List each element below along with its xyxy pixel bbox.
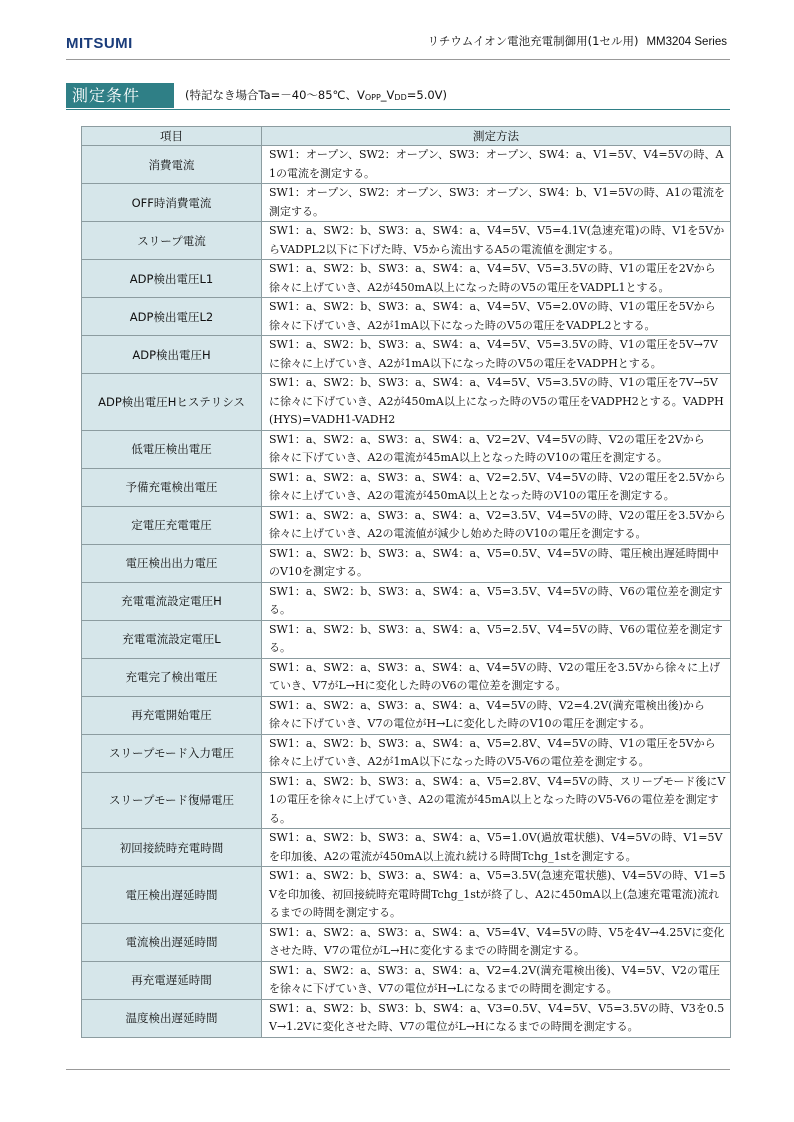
measurement-item: ADP検出電圧H xyxy=(82,336,262,374)
measurement-item: ADP検出電圧Hヒステリシス xyxy=(82,374,262,431)
section-divider xyxy=(66,109,730,110)
table-row xyxy=(82,336,731,374)
product-title: リチウムイオン電池充電制御用(1セル用) xyxy=(427,34,639,48)
note-subscript-dd: DD xyxy=(394,93,407,102)
measurement-item: 予備充電検出電圧 xyxy=(82,468,262,506)
measurement-method: SW1：a、SW2：b、SW3：a、SW4：a、V5=3.5V、V4=5Vの時、V6の電位差を測定する。 xyxy=(262,582,731,620)
table-row xyxy=(82,374,731,431)
measurement-method: SW1：a、SW2：a、SW3：a、SW4：a、V4=5Vの時、V2の電圧を3.5Vから徐々に上げていき、V7がL→Hに変化した時のV6の電位差を測定する。 xyxy=(262,658,731,696)
measurement-item: 充電完了検出電圧 xyxy=(82,658,262,696)
measurement-item: 電圧検出出力電圧 xyxy=(82,544,262,582)
table-row xyxy=(82,961,731,999)
column-header-item: 項目 xyxy=(82,127,262,146)
measurement-item: 電流検出遅延時間 xyxy=(82,923,262,961)
model-number: MM3204 Series xyxy=(646,36,727,48)
note-suffix: =5.0V) xyxy=(406,88,448,102)
note-mid: _V xyxy=(380,88,395,102)
measurement-method: SW1：a、SW2：b、SW3：a、SW4：a、V4=5V、V5=4.1V(急速充電)の時、V1を5VからVADPL2以下に下げた時、V5から流出するA5の電流値を測定する。 xyxy=(262,222,731,260)
footer-divider xyxy=(66,1069,730,1070)
measurement-item: 温度検出遅延時間 xyxy=(82,999,262,1037)
table-row xyxy=(82,772,731,829)
measurement-method: SW1：a、SW2：b、SW3：a、SW4：a、V5=0.5V、V4=5Vの時、電圧検出遅延時間中のV10を測定する。 xyxy=(262,544,731,582)
measurement-item: 定電圧充電電圧 xyxy=(82,506,262,544)
measurement-method: SW1：オープン、SW2：オープン、SW3：オープン、SW4：b、V1=5Vの時、A1の電流を測定する。 xyxy=(262,184,731,222)
table-row xyxy=(82,999,731,1037)
measurement-item: ADP検出電圧L1 xyxy=(82,260,262,298)
measurement-method: SW1：a、SW2：a、SW3：a、SW4：a、V4=5Vの時、V2=4.2V(満充電検出後)から徐々に下げていき、V7の電位がH→Lに変化した時のV10の電圧を測定する。 xyxy=(262,696,731,734)
measurement-item: スリープモード入力電圧 xyxy=(82,734,262,772)
table-row xyxy=(82,696,731,734)
measurement-item: OFF時消費電流 xyxy=(82,184,262,222)
measurement-item: 電圧検出遅延時間 xyxy=(82,867,262,924)
measurement-item: 再充電開始電圧 xyxy=(82,696,262,734)
table-row xyxy=(82,734,731,772)
column-header-method: 測定方法 xyxy=(262,127,731,146)
measurement-method: SW1：a、SW2：b、SW3：a、SW4：a、V5=3.5V(急速充電状態)、V4=5Vの時、V1=5Vを印加後、初回接続時充電時間Tchg_1stが終了し、A2に450mA以上(急速充電電流)流れるまでの時間を測定する。 xyxy=(262,867,731,924)
table-row xyxy=(82,544,731,582)
table-row xyxy=(82,298,731,336)
measurement-item: スリープ電流 xyxy=(82,222,262,260)
table-row xyxy=(82,829,731,867)
table-row xyxy=(82,923,731,961)
measurement-item: 再充電遅延時間 xyxy=(82,961,262,999)
measurement-method: SW1：a、SW2：a、SW3：a、SW4：a、V2=3.5V、V4=5Vの時、V2の電圧を3.5Vから徐々に上げていき、A2の電流値が減少し始めた時のV10の電圧を測定する。 xyxy=(262,506,731,544)
measurement-method: SW1：a、SW2：a、SW3：a、SW4：a、V2=4.2V(満充電検出後)、V4=5V、V2の電圧を徐々に下げていき、V7の電位がH→Lになるまでの時間を測定する。 xyxy=(262,961,731,999)
table-row xyxy=(82,506,731,544)
measurement-method: SW1：a、SW2：b、SW3：a、SW4：a、V5=2.5V、V4=5Vの時、V6の電位差を測定する。 xyxy=(262,620,731,658)
measurement-item: 初回接続時充電時間 xyxy=(82,829,262,867)
measurement-item: 充電電流設定電圧H xyxy=(82,582,262,620)
measurement-method: SW1：a、SW2：b、SW3：a、SW4：a、V4=5V、V5=2.0Vの時、V1の電圧を5Vから徐々に下げていき、A2が1mA以下になった時のV5の電圧をVADPL2とする。 xyxy=(262,298,731,336)
measurement-method: SW1：a、SW2：a、SW3：a、SW4：a、V2=2V、V4=5Vの時、V2の電圧を2Vから徐々に下げていき、A2の電流が45mA以上となった時のV10の電圧を測定する。 xyxy=(262,430,731,468)
document-title xyxy=(382,33,727,49)
brand-logo: MITSUMI xyxy=(66,35,133,52)
measurement-method: SW1：a、SW2：b、SW3：a、SW4：a、V4=5V、V5=3.5Vの時、V1の電圧を5V→7Vに徐々に上げていき、A2が1mA以下になった時のV5の電圧をVADPHとする。 xyxy=(262,336,731,374)
measurement-method: SW1：a、SW2：b、SW3：a、SW4：a、V4=5V、V5=3.5Vの時、V1の電圧を2Vから徐々に上げていき、A2が450mA以上になった時のV5の電圧をVADPL1とする。 xyxy=(262,260,731,298)
measurement-item: スリープモード復帰電圧 xyxy=(82,772,262,829)
table-body xyxy=(82,146,731,1038)
table-row xyxy=(82,582,731,620)
table-row xyxy=(82,260,731,298)
note-prefix: (特記なき場合Ta=－40～85℃、V xyxy=(185,88,365,102)
header-divider xyxy=(66,59,730,60)
table-row xyxy=(82,658,731,696)
measurement-item: ADP検出電圧L2 xyxy=(82,298,262,336)
table-row xyxy=(82,468,731,506)
measurement-method: SW1：a、SW2：b、SW3：a、SW4：a、V4=5V、V5=3.5Vの時、V1の電圧を7V→5Vに徐々に下げていき、A2が450mA以上になった時のV5の電圧をVADPH2とする。VADPH(HYS)=VADH1-VADH2 xyxy=(262,374,731,431)
table-header-row xyxy=(82,127,731,146)
table-row xyxy=(82,184,731,222)
table-row xyxy=(82,867,731,924)
measurement-item: 充電電流設定電圧L xyxy=(82,620,262,658)
table-row xyxy=(82,222,731,260)
measurement-method: SW1：a、SW2：b、SW3：a、SW4：a、V5=2.8V、V4=5Vの時、V1の電圧を5Vから徐々に上げていき、A2が1mA以下になった時のV5-V6の電位差を測定する。 xyxy=(262,734,731,772)
table-row xyxy=(82,620,731,658)
measurement-method: SW1：a、SW2：b、SW3：b、SW4：a、V3=0.5V、V4=5V、V5=3.5Vの時、V3を0.5V→1.2Vに変化させた時、V7の電位がL→Hになるまでの時間を測定する。 xyxy=(262,999,731,1037)
measurement-method: SW1：a、SW2：a、SW3：a、SW4：a、V5=4V、V4=5Vの時、V5を4V→4.25Vに変化させた時、V7の電位がL→Hに変化するまでの時間を測定する。 xyxy=(262,923,731,961)
section-conditions-note xyxy=(185,87,447,103)
table-row xyxy=(82,146,731,184)
section-title: 測定条件 xyxy=(66,83,174,108)
measurement-method: SW1：オープン、SW2：オープン、SW3：オープン、SW4：a、V1=5V、V4=5Vの時、A1の電流を測定する。 xyxy=(262,146,731,184)
measurement-method: SW1：a、SW2：a、SW3：a、SW4：a、V2=2.5V、V4=5Vの時、V2の電圧を2.5Vから徐々に上げていき、A2の電流が450mA以上となった時のV10の電圧を測定する。 xyxy=(262,468,731,506)
table-row xyxy=(82,430,731,468)
measurement-method: SW1：a、SW2：b、SW3：a、SW4：a、V5=2.8V、V4=5Vの時、スリープモード後にV1の電圧を徐々に上げていき、A2の電流が45mA以上となった時のV5-V6の電位差を測定する。 xyxy=(262,772,731,829)
measurement-item: 低電圧検出電圧 xyxy=(82,430,262,468)
measurement-conditions-table xyxy=(81,126,731,1038)
measurement-method: SW1：a、SW2：b、SW3：a、SW4：a、V5=1.0V(過放電状態)、V4=5Vの時、V1=5Vを印加後、A2の電流が450mA以上流れ続ける時間Tchg_1stを測定する。 xyxy=(262,829,731,867)
note-subscript-opp: OPP xyxy=(364,93,381,102)
measurement-item: 消費電流 xyxy=(82,146,262,184)
